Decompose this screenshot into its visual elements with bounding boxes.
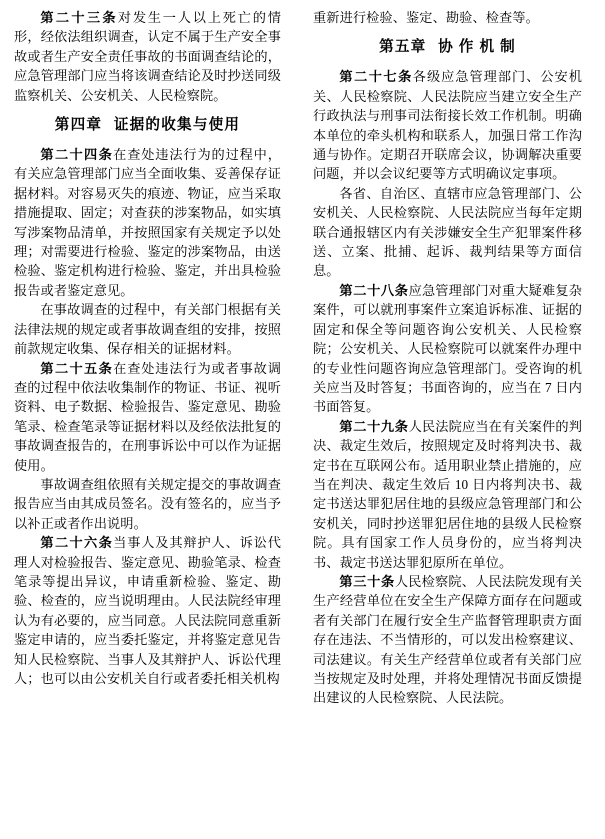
paragraph-text: 各省、自治区、直辖市应急管理部门、公安机关、人民检察院、人民法院应当每年定期联合通报辖区内有关涉嫌安全生产犯罪案件移送、立案、批捕、起诉、裁判结果等方面信息。 bbox=[313, 185, 582, 279]
chapter-number: 第四章 bbox=[54, 117, 103, 134]
chapter-heading bbox=[14, 114, 281, 136]
paragraph-text: 在查处违法行为或者事故调查的过程中依法收集制作的物证、书证、视听资料、电子数据、检验报告、鉴定意见、勘验笔录、检查笔录等证据材料以及经依法批复的事故调查报告的，在刑事诉讼中可以作为证据使用。 bbox=[14, 360, 282, 473]
paragraph-text: 在事故调查的过程中，有关部门根据有关法律法规的规定或者事故调查组的安排，按照前款规定收集、保存相关的证据材料。 bbox=[14, 302, 281, 357]
article-number: 第二十五条 bbox=[40, 360, 114, 376]
paragraph-text: 事故调查组依照有关规定提交的事故调查报告应当由其成员签名。没有签名的，应当予以补正或者作出说明。 bbox=[14, 476, 281, 531]
article-number: 第二十八条 bbox=[339, 282, 409, 298]
article-number: 第二十三条 bbox=[40, 10, 118, 25]
paragraph-text: 人民法院应当在有关案件的判决、裁定生效后，按照规定及时将判决书、裁定书在互联网公布。适用职业禁止措施的，应当在判决、裁定生效后 10 日内将判决书、裁定书送达罪犯居住地的县级应急管理部门和公安机关，同时抄送罪犯居住地的县级人民检察院。具有国家工作人员身份的，应当将判决书、裁定书送达罪犯原所在单位。 bbox=[313, 418, 582, 570]
chapter-title: 协 作 机 制 bbox=[438, 39, 516, 56]
paragraph bbox=[313, 281, 582, 417]
article-number: 第二十六条 bbox=[40, 535, 114, 551]
chapter-title: 证据的收集与使用 bbox=[113, 117, 241, 134]
chapter-number: 第五章 bbox=[379, 39, 427, 56]
paragraph bbox=[14, 145, 281, 300]
chapter-heading bbox=[313, 36, 582, 58]
paragraph-text: 人民检察院、人民法院发现有关生产经营单位在安全生产保障方面存在问题或者有关部门在履行安全生产监督管理职责方面存在违法、不当情形的，可以发出检察建议、司法建议。有关生产经营单位或者有关部门应当按规定及时处理，并将处理情况书面反馈提出建议的人民检察院、人民法院。 bbox=[313, 573, 582, 706]
article-number: 第二十四条 bbox=[40, 147, 114, 163]
paragraph bbox=[14, 475, 281, 533]
paragraph bbox=[313, 67, 582, 183]
paragraph-text: 当事人及其辩护人、诉讼代理人对检验报告、鉴定意见、勘验笔录、检查笔录等提出异议，申请重新检验、鉴定、勘验、检查的，应当说明理由。人民法院经审理认为有必要的，应当同意。人民法院同意重新鉴定申请的，应当委托鉴定，并将鉴定意见告知人民检察院、当事人及其辩护人、诉讼代理人；也可以由公安机关自行或者委托相关机构 bbox=[14, 535, 282, 686]
paragraph bbox=[14, 359, 281, 475]
paragraph bbox=[14, 533, 281, 688]
paragraph-text: 重新进行检验、鉴定、勘验、检查等。 bbox=[313, 10, 539, 25]
article-number: 第二十九条 bbox=[339, 418, 409, 434]
paragraph-text: 在查处违法行为的过程中，有关应急管理部门应当全面收集、妥善保存证据材料。对容易灭失的痕迹、物证，应当采取措施提取、固定；对查获的涉案物品，如实填写涉案物品清单，并按照国家有关规定予以处理；对需要进行检验、鉴定的涉案物品，由送检验、鉴定机构进行检验、鉴定，并出具检验报告或者鉴定意见。 bbox=[14, 147, 282, 298]
paragraph-continuation bbox=[313, 8, 582, 27]
two-column-layout bbox=[14, 8, 591, 829]
article-number: 第二十七条 bbox=[339, 69, 413, 85]
paragraph bbox=[313, 572, 582, 708]
article-number: 第三十条 bbox=[339, 573, 395, 589]
paragraph bbox=[14, 300, 281, 358]
paragraph bbox=[313, 184, 582, 281]
right-column bbox=[309, 8, 582, 708]
paragraph-text: 应急管理部门对重大疑难复杂案件，可以就刑事案件立案追诉标准、证据的固定和保全等问题咨询公安机关、人民检察院；公安机关、人民检察院可以就案件办理中的专业性问题咨询应急管理部门。受咨询的机关应当及时答复；书面咨询的，应当在 7 日内书面答复。 bbox=[313, 282, 582, 415]
paragraph bbox=[313, 417, 582, 572]
paragraph bbox=[14, 8, 281, 105]
paragraph-text: 对发生一人以上死亡的情形，经依法组织调查，认定不属于生产安全事故或者生产安全责任事故的书面调查结论的，应急管理部门应当将该调查结论及时抄送同级监察机关、公安机关、人民检察院。 bbox=[14, 10, 281, 103]
paragraph-text: 各级应急管理部门、公安机关、人民检察院、人民法院应当建立安全生产行政执法与刑事司法衔接长效工作机制。明确本单位的牵头机构和联系人，加强日常工作沟通与协作。定期召开联席会议，协调解决重要问题，并以会议纪要等方式明确议定事项。 bbox=[313, 69, 583, 182]
left-column bbox=[14, 8, 287, 688]
